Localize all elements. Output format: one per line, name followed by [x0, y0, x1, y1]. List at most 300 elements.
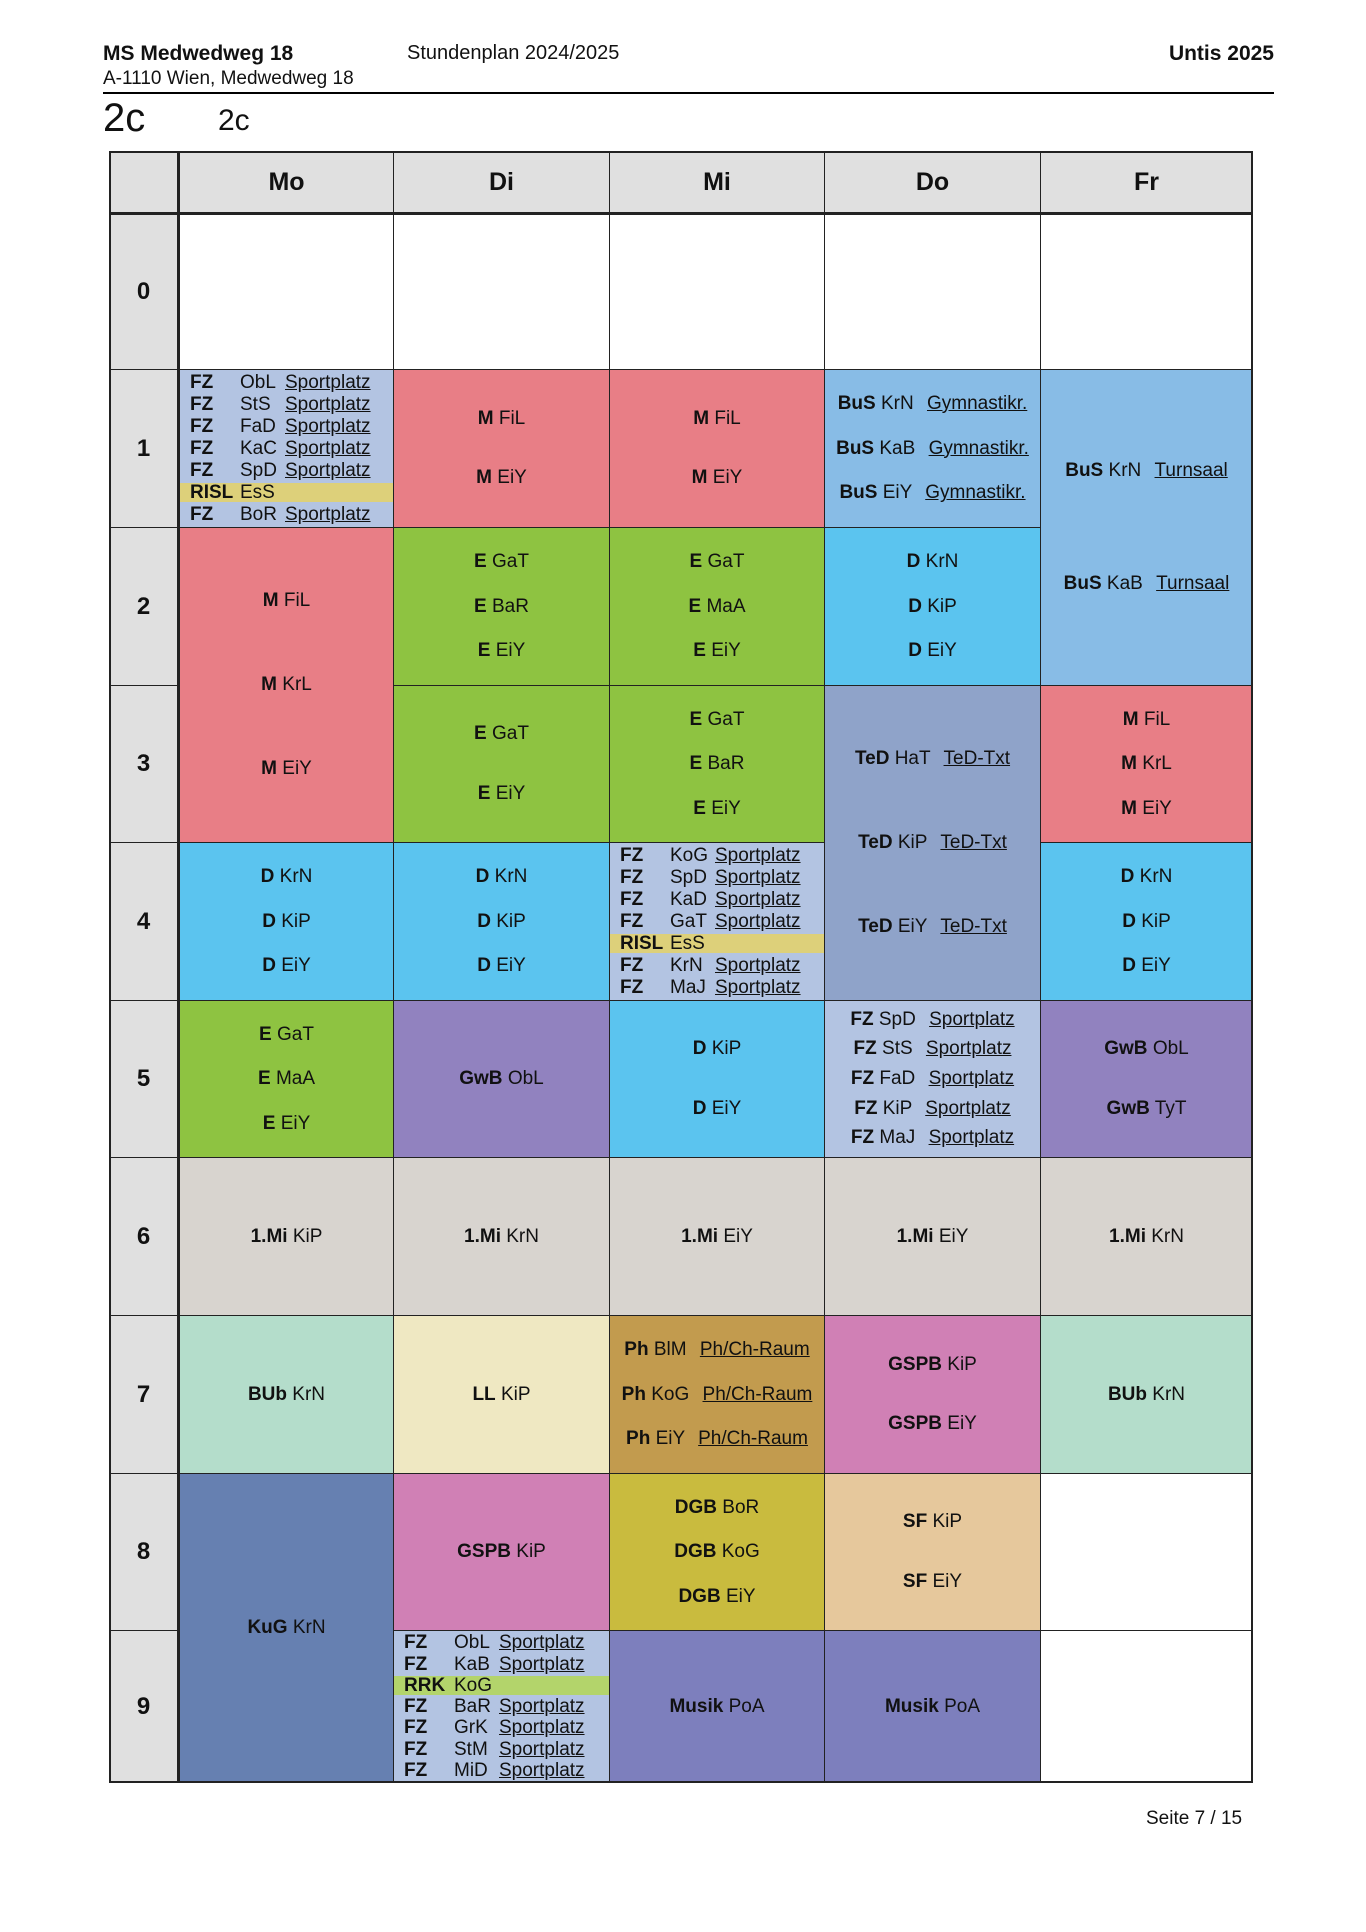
lesson-entry — [472, 1384, 530, 1406]
teacher-code: ObL — [240, 372, 276, 393]
teacher-code: FaD — [879, 1067, 916, 1089]
lesson-cell — [177, 1473, 394, 1783]
day-header — [609, 151, 825, 213]
lesson-cell — [393, 1000, 610, 1158]
subject-code: FZ — [850, 1127, 875, 1149]
lesson-entry — [675, 1497, 759, 1519]
period-label: 6 — [136, 1222, 151, 1250]
subject-code: E — [474, 723, 487, 745]
teacher-code: KiP — [927, 595, 957, 617]
teacher-code: EiY — [932, 1570, 963, 1592]
subject-code: RISL — [190, 482, 234, 503]
day-header — [177, 151, 394, 213]
subject-code: D — [1122, 955, 1136, 977]
teacher-code: KrN — [494, 865, 528, 887]
group-entry — [190, 439, 385, 458]
subject-code: M — [261, 674, 277, 695]
subject-code: GSPB — [888, 1413, 942, 1435]
teacher-code: MiD — [454, 1759, 488, 1781]
empty-cell — [393, 212, 610, 370]
subject-code: RISL — [620, 933, 664, 954]
lesson-entry — [477, 911, 526, 933]
room-link: TeD-Txt — [940, 916, 1007, 937]
empty-cell — [177, 212, 394, 370]
lesson-entry — [885, 1696, 980, 1718]
lesson-cell — [824, 1315, 1041, 1474]
subject-code: 1.Mi — [250, 1225, 288, 1247]
lesson-cell — [824, 369, 1041, 528]
empty-cell — [824, 212, 1041, 370]
lesson-cell — [393, 685, 610, 843]
lesson-cell — [824, 1000, 1041, 1158]
subject-code: FZ — [404, 1632, 428, 1654]
teacher-code: BaR — [454, 1696, 491, 1717]
lesson-entry — [678, 1586, 755, 1608]
lesson-cell — [1040, 1157, 1253, 1316]
lesson-entry — [681, 1226, 753, 1248]
teacher-code: EiY — [927, 640, 957, 662]
teacher-code: EiY — [897, 916, 928, 937]
day-label: Fr — [1134, 167, 1159, 196]
subject-code: FZ — [620, 977, 644, 998]
subject-code: E — [477, 640, 491, 662]
lesson-entry — [908, 596, 957, 618]
lesson-entry — [457, 1541, 546, 1563]
subject-code: D — [475, 865, 490, 887]
lesson-entry — [907, 551, 959, 573]
subject-code: D — [1122, 910, 1136, 932]
lesson-cell — [824, 1157, 1041, 1316]
lesson-entry — [624, 1339, 809, 1361]
day-label: Mi — [703, 167, 731, 196]
subject-code: GwB — [1106, 1097, 1150, 1119]
day-label: Di — [489, 167, 514, 196]
teacher-code: EiY — [1142, 797, 1172, 819]
teacher-code: FiL — [1143, 708, 1171, 730]
lesson-entry — [248, 1384, 325, 1406]
subject-code: FZ — [190, 438, 214, 459]
teacher-code: PoA — [728, 1695, 765, 1717]
teacher-code: KrL — [282, 674, 312, 695]
room-link: Sportplatz — [285, 416, 371, 437]
period-header — [109, 369, 178, 528]
subject-code: E — [689, 708, 703, 730]
group-lesson-cell — [177, 369, 394, 528]
room-link: Sportplatz — [715, 911, 801, 932]
lesson-entry — [261, 758, 312, 780]
period-header — [109, 1630, 178, 1783]
period-header — [109, 212, 178, 370]
lesson-entry — [1122, 955, 1171, 977]
subject-code: FZ — [190, 460, 214, 481]
teacher-code: KiP — [882, 1097, 912, 1119]
lesson-cell — [393, 1473, 610, 1631]
subject-code: E — [474, 595, 487, 617]
teacher-code: FiL — [714, 407, 741, 429]
period-header — [109, 527, 178, 686]
teacher-code: KrN — [1139, 865, 1173, 887]
teacher-code: GaT — [707, 708, 745, 730]
lesson-entry — [261, 866, 313, 888]
teacher-code: KiP — [292, 1225, 323, 1247]
timetable-grid — [109, 151, 1252, 1782]
lesson-cell — [177, 1315, 394, 1474]
subject-code: GwB — [1104, 1038, 1148, 1060]
subject-code: DGB — [678, 1585, 721, 1607]
teacher-code: StS — [882, 1038, 913, 1060]
group-entry — [620, 868, 816, 887]
lesson-entry — [858, 832, 1007, 854]
subject-code: E — [477, 782, 491, 804]
teacher-code: KiP — [500, 1383, 531, 1405]
lesson-cell — [609, 1157, 825, 1316]
room-link: Sportplatz — [928, 1067, 1015, 1089]
teacher-code: EsS — [670, 933, 705, 954]
teacher-code: FiL — [498, 407, 526, 429]
lesson-cell — [824, 1630, 1041, 1783]
subject-code: FZ — [620, 889, 644, 910]
teacher-code: GaT — [670, 911, 707, 932]
lesson-entry — [693, 1038, 742, 1060]
subject-code: Ph — [624, 1338, 649, 1360]
lesson-entry — [1121, 753, 1172, 775]
subject-code: Musik — [669, 1695, 724, 1717]
subject-code: BuS — [1065, 460, 1104, 482]
lesson-cell — [609, 527, 825, 686]
subject-code: E — [474, 550, 487, 572]
subject-code: FZ — [190, 416, 214, 437]
subject-code: DGB — [674, 1496, 717, 1518]
school-name: MS Medwedweg 18 — [103, 42, 294, 65]
lesson-entry — [464, 1226, 539, 1248]
subject-code: TeD — [858, 832, 893, 853]
subject-code: FZ — [190, 394, 214, 415]
subject-code: M — [1121, 797, 1137, 819]
teacher-code: KoG — [454, 1674, 493, 1696]
lesson-cell — [177, 1157, 394, 1316]
teacher-code: KaD — [670, 889, 707, 910]
teacher-code: EiY — [495, 640, 526, 662]
lesson-entry — [903, 1571, 962, 1593]
lesson-entry — [693, 798, 741, 820]
subject-code: D — [908, 640, 922, 662]
lesson-cell — [1040, 842, 1253, 1001]
room-link: Sportplatz — [715, 977, 801, 998]
teacher-code: KiP — [281, 910, 311, 932]
subject-code: FZ — [404, 1759, 428, 1781]
group-lesson-cell — [609, 842, 825, 1001]
subject-code: GSPB — [457, 1541, 511, 1562]
lesson-entry — [477, 955, 526, 977]
subject-code: TeD — [858, 916, 893, 937]
empty-cell — [1040, 212, 1253, 370]
period-label: 9 — [136, 1692, 151, 1720]
subject-code: E — [257, 1068, 271, 1089]
lesson-entry — [888, 1354, 977, 1376]
subject-code: 1.Mi — [681, 1225, 719, 1247]
room-link: TeD-Txt — [943, 748, 1011, 769]
subject-code: BuS — [839, 482, 878, 504]
period-label: 8 — [136, 1538, 151, 1565]
lesson-cell — [393, 369, 610, 528]
room-link: Sportplatz — [499, 1653, 585, 1675]
lesson-entry — [908, 640, 957, 662]
subject-code: M — [691, 467, 708, 489]
subject-code: BUb — [1107, 1383, 1148, 1405]
lesson-entry — [1107, 1098, 1187, 1120]
group-entry — [404, 1761, 601, 1780]
teacher-code: ObL — [454, 1632, 490, 1654]
group-entry — [404, 1697, 601, 1716]
subject-code: TeD — [854, 748, 890, 769]
group-lesson-cell — [393, 1630, 610, 1783]
day-label: Do — [915, 167, 950, 196]
teacher-code: EiY — [711, 797, 741, 819]
teacher-code: EiY — [711, 1097, 742, 1119]
teacher-code: MaA — [275, 1068, 316, 1089]
subject-code: D — [1120, 865, 1135, 887]
room-link: Sportplatz — [499, 1632, 585, 1654]
lesson-cell — [393, 1157, 610, 1316]
period-header — [109, 1473, 178, 1631]
room-link: Gymnastikr. — [928, 437, 1029, 459]
lesson-entry — [263, 1113, 311, 1135]
teacher-code: KoG — [670, 845, 709, 866]
lesson-cell — [177, 1000, 394, 1158]
teacher-code: KaB — [879, 437, 916, 459]
room-link: Turnsaal — [1156, 572, 1230, 594]
room-link: Sportplatz — [925, 1097, 1011, 1119]
lesson-cell — [1040, 369, 1253, 686]
day-header — [393, 151, 610, 213]
lesson-entry — [903, 1511, 962, 1533]
subject-code: GwB — [459, 1068, 503, 1089]
room-link: Turnsaal — [1154, 460, 1228, 482]
subject-code: SF — [902, 1511, 928, 1533]
teacher-code: SpD — [240, 460, 277, 481]
teacher-code: KrN — [292, 1617, 326, 1638]
room-link: Ph/Ch-Raum — [698, 1428, 808, 1450]
teacher-code: KrN — [670, 955, 703, 976]
lesson-entry — [690, 551, 745, 573]
teacher-code: KiP — [1141, 910, 1171, 932]
teacher-code: TyT — [1154, 1097, 1187, 1119]
lesson-entry — [261, 674, 312, 696]
lesson-cell — [177, 527, 394, 843]
day-header — [824, 151, 1041, 213]
subject-code: D — [906, 550, 921, 572]
room-link: Sportplatz — [928, 1127, 1015, 1149]
teacher-code: KoG — [721, 1541, 760, 1562]
lesson-entry — [692, 467, 743, 489]
lesson-cell — [609, 1000, 825, 1158]
room-link: Sportplatz — [929, 1008, 1015, 1030]
group-entry — [404, 1718, 601, 1737]
lesson-entry — [854, 1038, 1012, 1060]
teacher-code: KrN — [279, 865, 313, 887]
teacher-code: EiY — [495, 782, 526, 804]
lesson-cell — [177, 842, 394, 1001]
lesson-entry — [854, 1098, 1011, 1120]
teacher-code: PoA — [944, 1695, 981, 1717]
lesson-entry — [478, 783, 526, 805]
page-number: Seite 7 / 15 — [1146, 1808, 1243, 1829]
lesson-entry — [693, 640, 741, 662]
teacher-code: BoR — [722, 1496, 760, 1518]
room-link: Sportplatz — [285, 504, 371, 525]
empty-cell — [1040, 1630, 1253, 1783]
class-title: 2c — [103, 96, 146, 140]
teacher-code: EiY — [496, 955, 526, 977]
period-label: 0 — [136, 278, 151, 305]
teacher-code: KrL — [1142, 753, 1172, 774]
period-label: 4 — [136, 907, 151, 935]
teacher-code: KaB — [1106, 572, 1143, 594]
group-entry — [620, 978, 816, 997]
period-label: 3 — [136, 750, 151, 777]
group-entry — [404, 1655, 601, 1674]
subject-code: FZ — [853, 1038, 877, 1060]
lesson-entry — [690, 709, 745, 731]
subject-code: FZ — [404, 1653, 428, 1675]
teacher-code: EiY — [497, 467, 527, 489]
lesson-entry — [478, 640, 526, 662]
lesson-entry — [459, 1068, 543, 1090]
subject-code: BuS — [836, 437, 875, 459]
teacher-code: GrK — [454, 1717, 488, 1739]
teacher-code: KiP — [711, 1038, 742, 1060]
grid-corner — [109, 151, 178, 213]
group-entry — [190, 395, 385, 414]
teacher-code: ObL — [507, 1068, 544, 1089]
lesson-entry — [850, 1009, 1014, 1031]
lesson-cell — [1040, 685, 1253, 843]
subject-code: D — [908, 595, 922, 617]
teacher-code: KiP — [947, 1353, 977, 1375]
subject-code: D — [477, 955, 491, 977]
room-link: Sportplatz — [499, 1717, 585, 1739]
lesson-entry — [851, 1127, 1014, 1149]
class-subtitle: 2c — [218, 104, 250, 137]
room-link: TeD-Txt — [940, 832, 1007, 853]
period-label: 1 — [136, 434, 151, 462]
header-rule — [103, 92, 1274, 94]
period-header — [109, 685, 178, 843]
lesson-entry — [251, 1226, 323, 1248]
teacher-code: FiL — [283, 590, 311, 611]
subject-code: M — [1121, 753, 1137, 774]
group-entry — [190, 417, 385, 436]
group-entry — [404, 1633, 601, 1652]
subject-code: E — [693, 640, 706, 662]
subject-code: GSPB — [888, 1353, 942, 1375]
teacher-code: EiY — [712, 467, 743, 489]
teacher-code: KiP — [496, 910, 526, 932]
room-link: Sportplatz — [715, 889, 801, 910]
teacher-code: EiY — [281, 955, 311, 977]
teacher-code: GaT — [707, 550, 745, 572]
lesson-entry — [693, 408, 741, 430]
subject-code: D — [692, 1097, 707, 1119]
subject-code: FZ — [854, 1097, 878, 1119]
lesson-entry — [674, 1541, 760, 1563]
subject-code: BUb — [247, 1383, 288, 1405]
teacher-code: BaR — [492, 595, 529, 617]
teacher-code: EiY — [723, 1225, 753, 1247]
teacher-code: BaR — [707, 753, 745, 774]
period-header — [109, 1315, 178, 1474]
subject-code: DGB — [674, 1541, 717, 1562]
lesson-entry — [888, 1413, 977, 1435]
empty-cell — [1040, 1473, 1253, 1631]
lesson-cell — [393, 1315, 610, 1474]
lesson-entry — [855, 748, 1010, 770]
lesson-entry — [858, 916, 1007, 938]
subject-code: E — [689, 753, 703, 774]
lesson-entry — [1121, 866, 1173, 888]
subject-code: M — [261, 758, 277, 779]
subject-code: M — [477, 407, 494, 429]
lesson-cell — [824, 527, 1041, 686]
teacher-code: ObL — [1152, 1038, 1189, 1060]
lesson-entry — [1104, 1038, 1188, 1060]
group-entry — [190, 373, 385, 392]
lesson-cell — [1040, 1000, 1253, 1158]
subject-code: D — [260, 865, 275, 887]
lesson-cell — [824, 685, 1041, 1001]
lesson-entry — [839, 482, 1025, 504]
subject-code: M — [693, 407, 710, 429]
teacher-code: KaB — [454, 1653, 490, 1675]
day-header — [1040, 151, 1253, 213]
subject-code: E — [693, 797, 706, 819]
lesson-entry — [262, 955, 311, 977]
lesson-entry — [1121, 798, 1172, 820]
teacher-code: EiY — [882, 482, 912, 504]
period-header — [109, 1157, 178, 1316]
teacher-code: KiP — [932, 1511, 963, 1533]
teacher-code: KrN — [1151, 1225, 1184, 1247]
subject-code: FZ — [620, 911, 644, 932]
subject-code: SF — [902, 1570, 928, 1592]
lesson-entry — [478, 408, 526, 430]
teacher-code: EiY — [280, 1112, 311, 1134]
lesson-entry — [474, 723, 529, 745]
subject-code: FZ — [190, 504, 214, 525]
subject-code: M — [476, 467, 492, 489]
lesson-entry — [1122, 911, 1171, 933]
teacher-code: GaT — [492, 723, 529, 745]
teacher-code: KrN — [1152, 1383, 1186, 1405]
lesson-cell — [393, 527, 610, 686]
teacher-code: MaA — [706, 595, 746, 617]
subject-code: 1.Mi — [1109, 1225, 1146, 1247]
subject-code: RRK — [404, 1674, 446, 1696]
subject-code: E — [688, 595, 702, 617]
room-link: Ph/Ch-Raum — [699, 1338, 810, 1360]
subject-code: FZ — [404, 1717, 428, 1739]
period-label: 2 — [136, 592, 151, 620]
plan-title: Stundenplan 2024/2025 — [407, 42, 620, 64]
subject-code: E — [689, 550, 703, 572]
group-entry — [620, 846, 816, 865]
subject-code: BuS — [1063, 572, 1102, 594]
subject-code: FZ — [190, 372, 214, 393]
lesson-entry — [626, 1428, 808, 1450]
subject-code: FZ — [850, 1008, 874, 1030]
lesson-entry — [897, 1226, 969, 1248]
group-entry — [620, 890, 816, 909]
